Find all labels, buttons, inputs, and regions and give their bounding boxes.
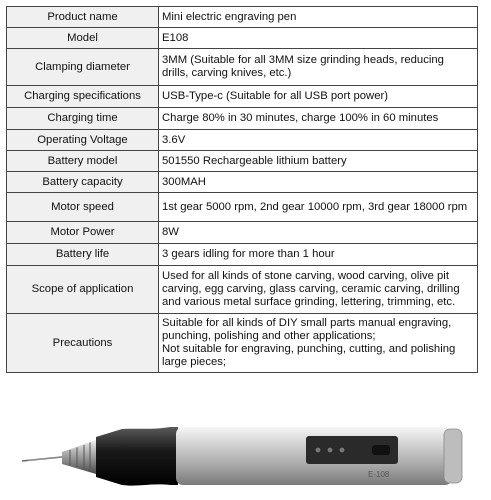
spec-value-line: Suitable for all kinds of DIY small parts manual engraving, [162,317,452,329]
table-row [7,193,478,222]
spec-value-line: and various metal surface grinding, lettering, trimming, etc. [162,296,456,308]
spec-value-line: Charge 80% in 30 minutes, charge 100% in 60 minutes [162,112,439,124]
spec-value-line: Used for all kinds of stone carving, wood carving, olive pit [162,270,449,282]
spec-value [159,244,478,266]
spec-value [159,151,478,172]
spec-value [159,130,478,151]
table-row [7,28,478,49]
spec-value-line: 300MAH [162,175,206,188]
pen-model-text: E-108 [368,470,390,479]
table-row [7,49,478,86]
spec-value [159,314,478,373]
pen-indicator-light [316,448,321,453]
table-row [7,7,478,28]
table-row [7,86,478,108]
spec-value-line: 3MM (Suitable for all 3MM size grinding heads, reducing [162,54,444,66]
table-row [7,222,478,244]
spec-key: Operating Voltage [7,130,159,151]
engraving-pen-image [20,403,470,495]
spec-value-line: USB-Type-c (Suitable for all USB port power) [162,90,389,102]
spec-table [6,6,478,373]
pen-end-cap [444,429,462,483]
spec-value [159,7,478,28]
spec-key: Battery capacity [7,172,159,193]
spec-value-line: Not suitable for engraving, punching, cutting, and polishing [162,343,456,355]
spec-value [159,266,478,314]
table-row [7,244,478,266]
spec-value [159,172,478,193]
spec-value [159,28,478,49]
pen-grip [96,427,178,486]
table-row [7,108,478,130]
pen-usb-port [372,445,390,455]
spec-value-line: 3 gears idling for more than 1 hour [162,248,335,260]
spec-value-line: carving, egg carving, glass carving, ceramic carving, drilling [162,283,460,295]
spec-key: Clamping diameter [7,49,159,86]
table-row [7,151,478,172]
spec-value-line: 8W [162,226,179,238]
spec-key: Scope of application [7,266,159,314]
table-row [7,314,478,373]
spec-value [159,108,478,130]
pen-chuck [62,440,96,474]
pen-indicator-light [328,448,333,453]
spec-value-line: E108 [162,31,189,44]
spec-value-line: drills, carving knives, etc.) [162,67,292,79]
table-row [7,172,478,193]
spec-key: Battery model [7,151,159,172]
spec-value-line: 1st gear 5000 rpm, 2nd gear 10000 rpm, 3rd gear 18000 rpm [162,200,468,213]
spec-value [159,86,478,108]
spec-key: Charging specifications [7,86,159,108]
spec-value-line: punching, polishing and other applications; [162,330,376,342]
spec-value [159,222,478,244]
spec-value-line: 501550 Rechargeable lithium battery [162,154,347,167]
table-row [7,266,478,314]
spec-value-line: 3.6V [162,133,186,146]
spec-value [159,49,478,86]
spec-key: Motor Power [7,222,159,244]
pen-drill-bit [22,457,62,461]
spec-key: Product name [7,7,159,28]
spec-key: Precautions [7,314,159,373]
spec-key: Motor speed [7,193,159,222]
pen-indicator-light [340,448,345,453]
spec-key: Charging time [7,108,159,130]
spec-key: Model [7,28,159,49]
spec-value-line: Mini electric engraving pen [162,10,297,23]
spec-value-line: large pieces; [162,356,227,368]
spec-key: Battery life [7,244,159,266]
spec-value [159,193,478,222]
table-row [7,130,478,151]
